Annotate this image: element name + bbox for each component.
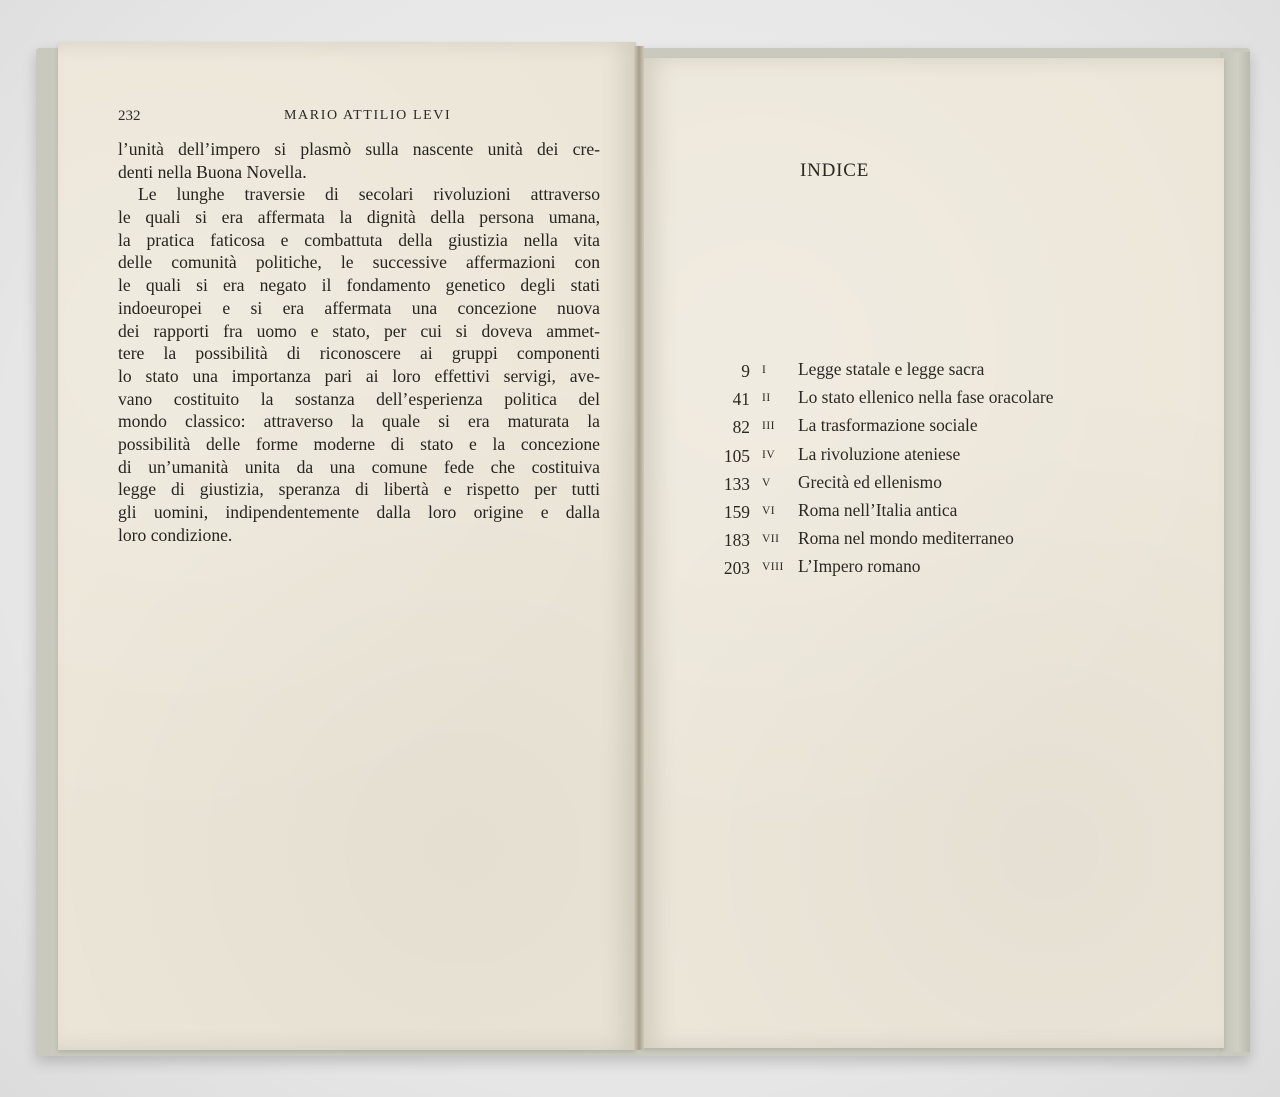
table-of-contents bbox=[700, 358, 1140, 584]
toc-page-number: 82 bbox=[732, 417, 750, 438]
toc-entry bbox=[700, 414, 1140, 442]
toc-entry bbox=[700, 386, 1140, 414]
text-line: la pratica faticosa e combattuta della giustizia nella vita bbox=[118, 229, 600, 250]
toc-chapter-title: L’Impero romano bbox=[798, 556, 921, 577]
text-line: delle comunità politiche, le successive affermazioni con bbox=[118, 252, 600, 273]
text-line: mondo classico: attraverso la quale si era maturata la bbox=[118, 411, 600, 432]
text-line: gli uomini, indipendentemente dalla loro origine e dalla bbox=[118, 502, 600, 522]
book-cover-edge bbox=[1220, 52, 1250, 1052]
text-line: legge di giustizia, speranza di libertà e rispetto per tutti bbox=[118, 479, 600, 500]
toc-chapter-numeral: V bbox=[762, 476, 771, 489]
text-line: indoeuropei e si era affermata una concezione nuova bbox=[118, 297, 600, 318]
page-number: 232 bbox=[118, 108, 141, 124]
text-line: possibilità delle forme moderne di stato e la concezione bbox=[118, 433, 600, 454]
toc-page-number: 9 bbox=[741, 361, 750, 381]
toc-chapter-title: La trasformazione sociale bbox=[798, 415, 978, 436]
toc-entry bbox=[700, 471, 1140, 499]
toc-chapter-title: Grecità ed ellenismo bbox=[798, 471, 942, 492]
toc-chapter-numeral: VI bbox=[762, 504, 776, 517]
toc-page-number: 203 bbox=[723, 558, 750, 579]
book-gutter bbox=[634, 46, 644, 1050]
toc-chapter-numeral: IV bbox=[762, 448, 776, 461]
text-line: dei rapporti fra uomo e stato, per cui si doveva ammet- bbox=[118, 320, 600, 341]
text-line: loro condizione. bbox=[118, 524, 233, 545]
toc-page-number: 133 bbox=[723, 473, 750, 494]
toc-page-number: 41 bbox=[732, 389, 750, 410]
index-title: INDICE bbox=[800, 160, 870, 181]
text-line: l’unità dell’impero si plasmò sulla nascente unità dei cre- bbox=[118, 139, 600, 159]
toc-entry bbox=[700, 555, 1140, 583]
toc-entry bbox=[700, 443, 1140, 471]
toc-entry bbox=[700, 499, 1140, 527]
toc-page-number: 159 bbox=[723, 501, 750, 522]
toc-chapter-title: Roma nell’Italia antica bbox=[798, 499, 958, 520]
text-line: Le lunghe traversie di secolari rivoluzioni attraverso bbox=[138, 184, 600, 205]
body-text bbox=[118, 138, 600, 546]
text-line: le quali si era negato il fondamento genetico degli stati bbox=[118, 275, 600, 296]
toc-page-number: 105 bbox=[723, 445, 750, 466]
toc-entry bbox=[700, 527, 1140, 555]
text-line: le quali si era affermata la dignità della persona umana, bbox=[118, 207, 600, 228]
text-line: tere la possibilità di riconoscere ai gruppi componenti bbox=[118, 343, 600, 364]
toc-entry bbox=[700, 358, 1140, 386]
text-line: lo stato una importanza pari ai loro effettivi servigi, ave- bbox=[118, 365, 600, 386]
text-line: denti nella Buona Novella. bbox=[118, 161, 307, 182]
toc-page-number: 183 bbox=[723, 530, 750, 551]
toc-chapter-title: Legge statale e legge sacra bbox=[798, 359, 985, 379]
toc-chapter-title: Roma nel mondo mediterraneo bbox=[798, 528, 1014, 549]
toc-chapter-title: Lo stato ellenico nella fase oracolare bbox=[798, 387, 1054, 408]
toc-chapter-title: La rivoluzione ateniese bbox=[798, 443, 961, 464]
running-head: MARIO ATTILIO LEVI bbox=[284, 108, 452, 123]
text-line: vano costituito la sostanza dell’esperienza politica del bbox=[118, 388, 600, 409]
toc-chapter-numeral: VIII bbox=[762, 561, 784, 574]
toc-chapter-numeral: I bbox=[762, 364, 767, 376]
text-line: di un’umanità unita da una comune fede che costituiva bbox=[118, 456, 600, 477]
toc-chapter-numeral: VII bbox=[762, 533, 780, 546]
toc-chapter-numeral: III bbox=[762, 420, 775, 433]
toc-chapter-numeral: II bbox=[762, 392, 771, 405]
